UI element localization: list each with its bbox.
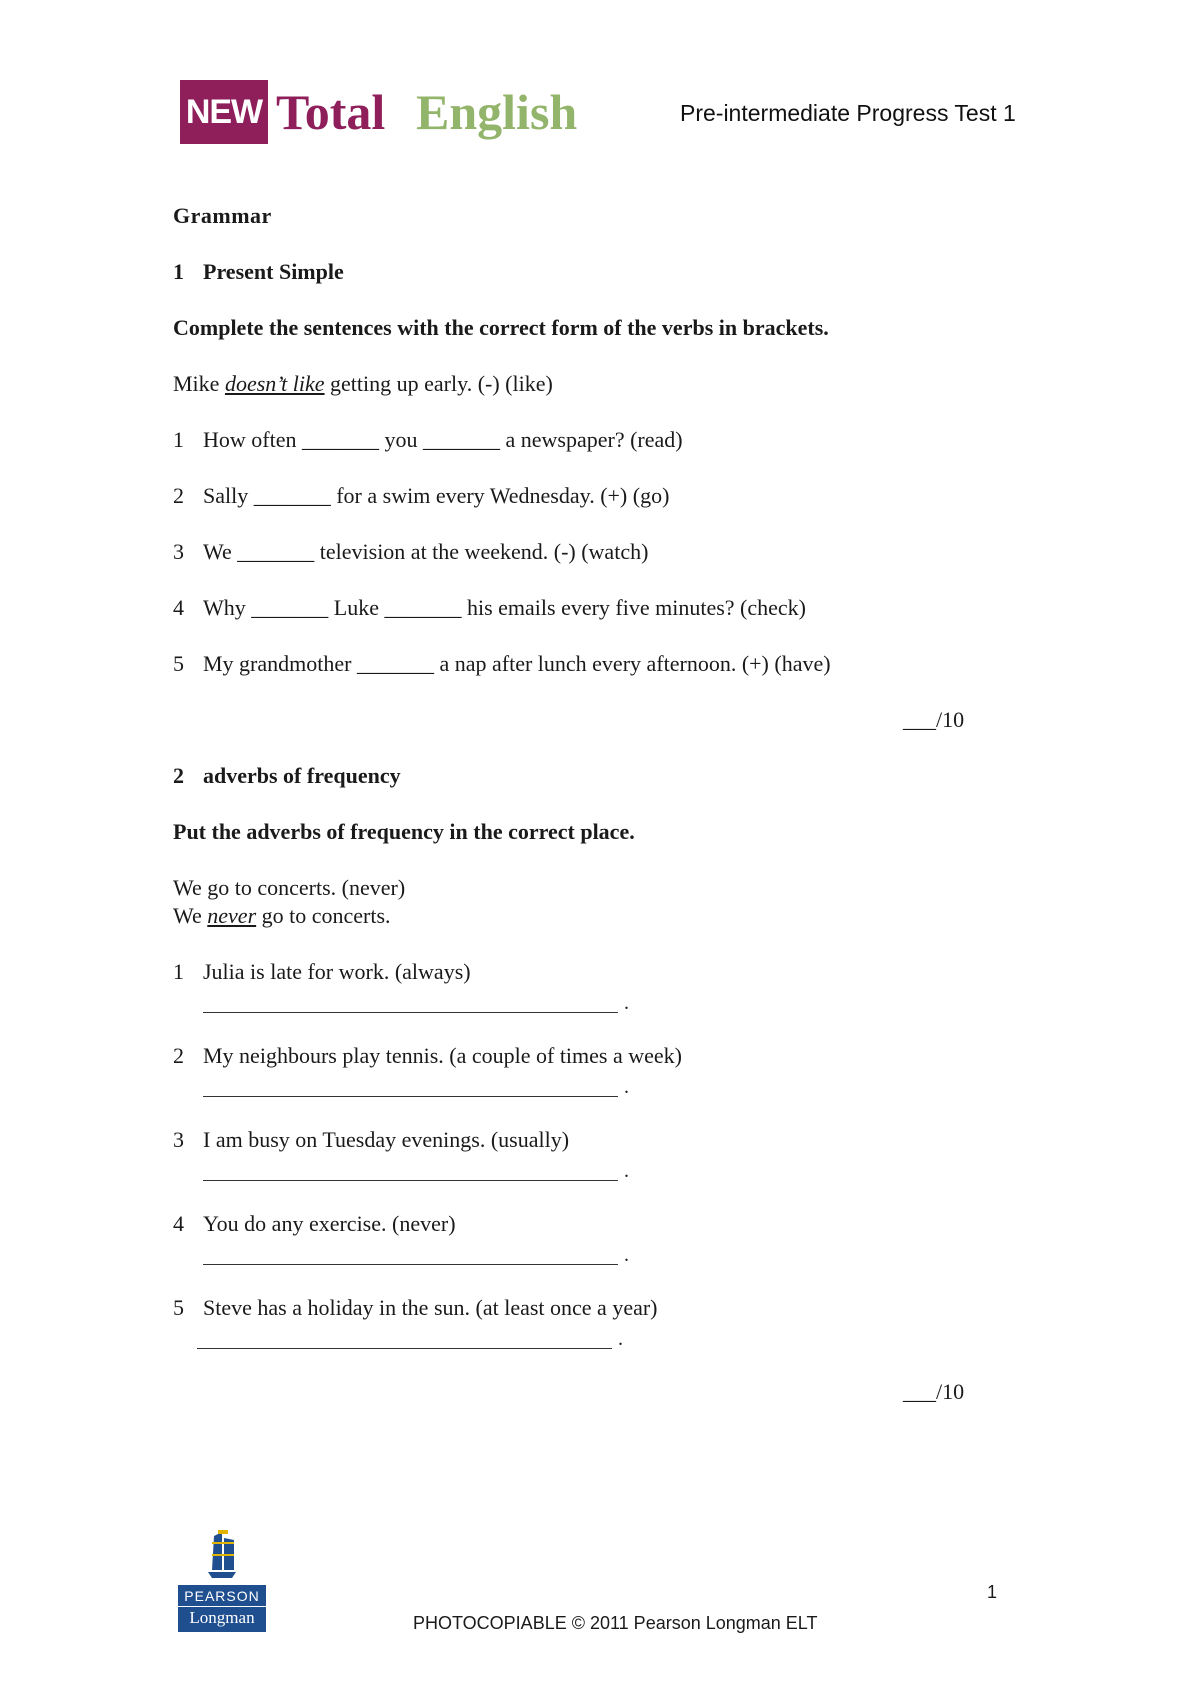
exercise-2-item bbox=[173, 1126, 569, 1154]
item-number: 4 bbox=[173, 1211, 184, 1236]
exercise-1-instruction: Complete the sentences with the correct form of the verbs in brackets. bbox=[173, 315, 829, 340]
answer-dot: . bbox=[624, 992, 629, 1014]
exercise-2-heading bbox=[173, 762, 401, 790]
item-text: How often _______ you _______ a newspaper? (read) bbox=[203, 427, 683, 452]
item-text: I am busy on Tuesday evenings. (usually) bbox=[203, 1127, 570, 1152]
exercise-1-item bbox=[173, 538, 648, 566]
exercise-2-example-question: We go to concerts. (never) bbox=[173, 875, 406, 900]
answer-dot: . bbox=[624, 1244, 629, 1266]
exercise-2-score: ___/10 bbox=[903, 1379, 965, 1404]
answer-line[interactable] bbox=[203, 1096, 618, 1097]
example-post: getting up early. (-) (like) bbox=[324, 371, 553, 396]
longman-label: Longman bbox=[178, 1607, 266, 1632]
item-text: We _______ television at the weekend. (-) (watch) bbox=[203, 539, 649, 564]
page-number: 1 bbox=[987, 1582, 998, 1602]
item-number: 1 bbox=[173, 959, 184, 984]
exercise-title: Present Simple bbox=[203, 259, 344, 284]
answer-dot: . bbox=[624, 1076, 629, 1098]
answer-line[interactable] bbox=[203, 1264, 618, 1265]
exercise-2-example-answer bbox=[173, 902, 391, 930]
example-pre: We bbox=[173, 903, 208, 928]
item-number: 3 bbox=[173, 1127, 184, 1152]
item-text: Steve has a holiday in the sun. (at least once a year) bbox=[203, 1295, 658, 1320]
exercise-2-item bbox=[173, 1042, 682, 1070]
item-number: 2 bbox=[173, 1043, 184, 1068]
item-number: 4 bbox=[173, 595, 184, 620]
logo-new-badge: NEW bbox=[180, 80, 268, 144]
item-number: 5 bbox=[173, 651, 184, 676]
item-text: My neighbours play tennis. (a couple of times a week) bbox=[203, 1043, 682, 1068]
exercise-1-item bbox=[173, 482, 669, 510]
item-text: My grandmother _______ a nap after lunch every afternoon. (+) (have) bbox=[203, 651, 831, 676]
item-number: 2 bbox=[173, 483, 184, 508]
answer-line[interactable] bbox=[197, 1348, 612, 1349]
logo-english-text: English bbox=[416, 84, 578, 140]
example-post: go to concerts. bbox=[256, 903, 391, 928]
exercise-1-score: ___/10 bbox=[903, 707, 965, 732]
item-number: 1 bbox=[173, 427, 184, 452]
pearson-label: PEARSON bbox=[178, 1585, 266, 1607]
example-answer: never bbox=[207, 903, 257, 928]
item-text: Why _______ Luke _______ his emails every five minutes? (check) bbox=[203, 595, 807, 620]
exercise-2-item bbox=[173, 1210, 456, 1238]
exercise-1-item bbox=[173, 594, 806, 622]
answer-line[interactable] bbox=[203, 1180, 618, 1181]
item-text: Sally _______ for a swim every Wednesday. (+) (go) bbox=[203, 483, 670, 508]
answer-line[interactable] bbox=[203, 1012, 618, 1013]
exercise-number: 2 bbox=[173, 763, 184, 788]
answer-dot: . bbox=[624, 1160, 629, 1182]
example-pre: Mike bbox=[173, 371, 225, 396]
exercise-1-heading bbox=[173, 258, 344, 286]
exercise-2-item bbox=[173, 958, 471, 986]
section-heading: Grammar bbox=[173, 203, 272, 228]
exercise-1-item bbox=[173, 650, 831, 678]
ship-icon bbox=[178, 1528, 266, 1580]
example-answer: doesn’t like bbox=[224, 371, 325, 396]
exercise-title: adverbs of frequency bbox=[203, 763, 401, 788]
answer-dot: . bbox=[618, 1328, 623, 1350]
item-number: 5 bbox=[173, 1295, 184, 1320]
exercise-2-instruction: Put the adverbs of frequency in the correct place. bbox=[173, 819, 635, 844]
page-title: Pre-intermediate Progress Test 1 bbox=[680, 100, 1016, 126]
item-text: Julia is late for work. (always) bbox=[203, 959, 471, 984]
exercise-number: 1 bbox=[173, 259, 184, 284]
exercise-2-item bbox=[173, 1294, 658, 1322]
pearson-longman-logo bbox=[178, 1528, 266, 1632]
exercise-1-example bbox=[173, 370, 553, 398]
item-text: You do any exercise. (never) bbox=[203, 1211, 456, 1236]
copyright-footer: PHOTOCOPIABLE © 2011 Pearson Longman ELT bbox=[413, 1613, 818, 1633]
item-number: 3 bbox=[173, 539, 184, 564]
logo-total-text: Total bbox=[276, 84, 386, 140]
exercise-1-item bbox=[173, 426, 683, 454]
